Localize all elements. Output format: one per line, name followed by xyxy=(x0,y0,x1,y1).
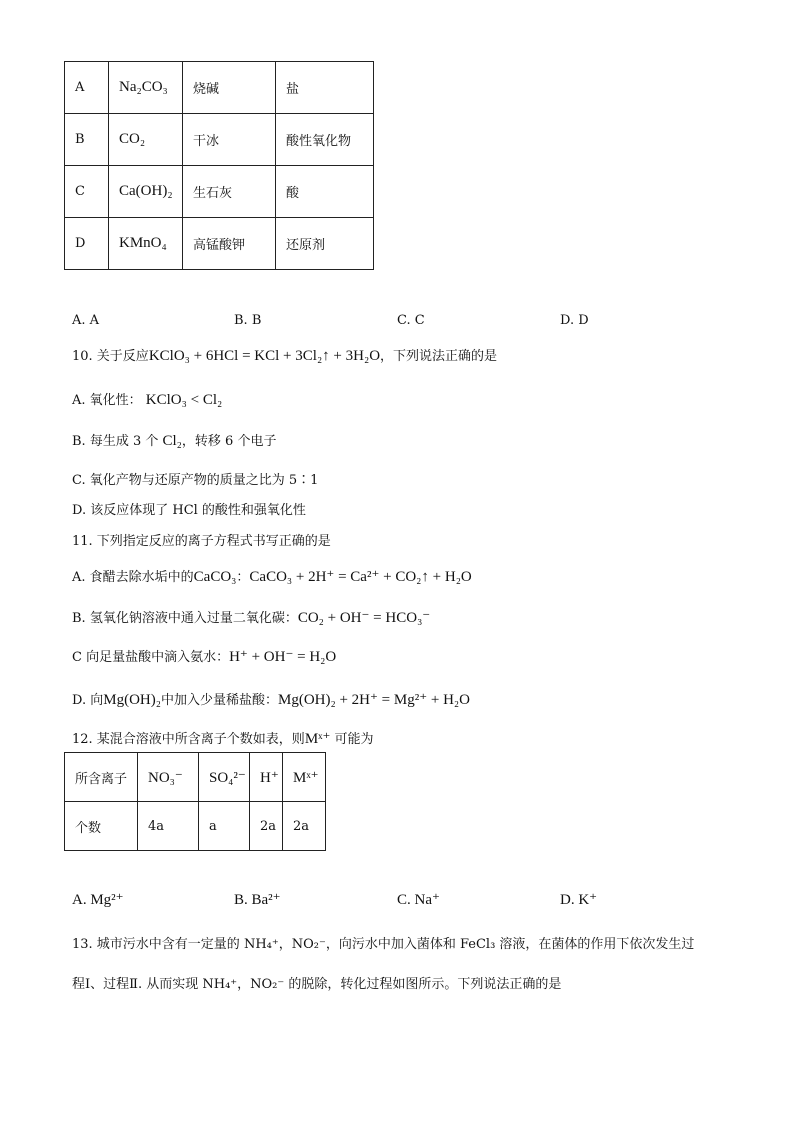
formula-cell: Na₂CO₃ xyxy=(109,62,183,114)
q12-stem-post: 可能为 xyxy=(334,732,374,747)
q13-line2: 程Ⅰ、过程Ⅱ. 从而实现 NH₄⁺，NO₂⁻ 的脱除，转化过程如图所示。下列说法正确的是 xyxy=(72,977,562,992)
row-letter: C xyxy=(65,166,109,218)
common-name-cell: 干冰 xyxy=(183,114,276,166)
q11-a-pre: A. 食醋去除水垢中的 xyxy=(72,570,194,585)
q10-stem xyxy=(72,345,497,365)
q12-option-a xyxy=(72,890,124,909)
q10-option-a xyxy=(72,389,222,409)
q10-b-pre: B. 每生成 3 个 xyxy=(72,434,159,449)
substance-table xyxy=(64,61,374,270)
q11-d-equation: Mg(OH)₂ + 2H⁺ = Mg²⁺ + H₂O xyxy=(277,692,470,708)
common-name-cell: 生石灰 xyxy=(183,166,276,218)
q10-equation: KClO₃ + 6HCl = KCl + 3Cl₂↑ + 3H₂O xyxy=(148,348,381,364)
header-cell: H⁺ xyxy=(250,753,283,802)
q11-c-equation: H⁺ + OH⁻ = H₂O xyxy=(229,649,337,665)
header-cell: 所含离子 xyxy=(65,753,138,802)
q11-d-mid: 中加入少量稀盐酸： xyxy=(160,693,278,708)
q9-option-a: A. A xyxy=(72,313,100,328)
q11-option-b xyxy=(72,607,430,627)
count-cell: a xyxy=(199,802,250,851)
ion-count-table xyxy=(64,752,326,851)
q11-a-equation: CaCO₃ + 2H⁺ = Ca²⁺ + CO₂↑ + H₂O xyxy=(249,569,472,585)
count-cell: 4a xyxy=(138,802,199,851)
q9-option-b: B. B xyxy=(234,313,262,328)
count-cell: 2a xyxy=(283,802,326,851)
q11-option-d xyxy=(72,689,470,709)
q10-a-text: A. 氧化性： xyxy=(72,393,142,408)
header-cell: NO₃⁻ xyxy=(138,753,199,802)
q12-stem-pre: 12. 某混合溶液中所含离子个数如表，则 xyxy=(72,732,305,747)
q11-option-a: A. 食醋去除水垢中的CaCO₃：CaCO₃ + 2H⁺ = Ca²⁺ + CO₂↑ + H₂O xyxy=(72,569,472,585)
common-name-cell: 烧碱 xyxy=(183,62,276,114)
count-cell: 个数 xyxy=(65,802,138,851)
q11-b-pre: B. 氢氧化钠溶液中通入过量二氧化碳： xyxy=(72,611,298,626)
q13-line1: 13. 城市污水中含有一定量的 NH₄⁺，NO₂⁻，向污水中加入菌体和 FeCl₃ 溶液，在菌体的作用下依次发生过 xyxy=(72,937,695,952)
q10-a-formula: KClO₃ < Cl₂ xyxy=(145,392,223,408)
table-row xyxy=(65,166,374,218)
q10-option-d: D. 该反应体现了 HCl 的酸性和强氧化性 xyxy=(72,503,306,518)
header-cell: Mˣ⁺ xyxy=(283,753,326,802)
count-cell: 2a xyxy=(250,802,283,851)
formula-cell: CO₂ xyxy=(109,114,183,166)
q12-option-b-text: B. Ba²⁺ xyxy=(234,892,281,908)
q12-option-d-text: D. K⁺ xyxy=(560,892,598,908)
q11-d-pre: D. 向 xyxy=(72,693,104,708)
q10-b-formula: Cl₂ xyxy=(162,433,182,449)
q11-d-substance: Mg(OH)₂ xyxy=(103,692,161,708)
table-row xyxy=(65,753,326,802)
q12-option-c xyxy=(397,890,440,909)
row-letter: A xyxy=(65,62,109,114)
q10-option-b xyxy=(72,430,276,450)
q12-option-a-text: A. Mg²⁺ xyxy=(72,892,124,908)
category-cell: 酸 xyxy=(276,166,374,218)
q12-stem-ion: Mˣ⁺ xyxy=(304,731,331,747)
common-name-cell: 高锰酸钾 xyxy=(183,218,276,270)
table-row xyxy=(65,218,374,270)
table-row xyxy=(65,62,374,114)
q11-stem: 11. 下列指定反应的离子方程式书写正确的是 xyxy=(72,534,331,549)
header-cell: SO₄²⁻ xyxy=(199,753,250,802)
q11-a-substance: CaCO₃ xyxy=(193,569,237,585)
formula-cell: Ca(OH)₂ xyxy=(109,166,183,218)
formula-cell: KMnO₄ xyxy=(109,218,183,270)
q10-stem-suffix: ，下列说法正确的是 xyxy=(380,349,498,364)
category-cell: 还原剂 xyxy=(276,218,374,270)
table-row xyxy=(65,802,326,851)
category-cell: 酸性氧化物 xyxy=(276,114,374,166)
q12-option-d xyxy=(560,890,597,909)
q9-option-c: C. C xyxy=(397,313,425,328)
row-letter: D xyxy=(65,218,109,270)
q11-option-c xyxy=(72,646,336,666)
q9-option-d: D. D xyxy=(560,313,589,328)
table-row xyxy=(65,114,374,166)
q11-c-pre: C 向足量盐酸中滴入氨水： xyxy=(72,650,230,665)
q10-b-post: ，转移 6 个电子 xyxy=(181,434,277,449)
q11-b-equation: CO₂ + OH⁻ = HCO₃⁻ xyxy=(297,610,431,626)
q12-option-b xyxy=(234,890,281,909)
q10-stem-prefix: 10. 关于反应 xyxy=(72,349,149,364)
q12-stem xyxy=(72,728,374,748)
row-letter: B xyxy=(65,114,109,166)
q12-option-c-text: C. Na⁺ xyxy=(397,892,440,908)
category-cell: 盐 xyxy=(276,62,374,114)
q10-option-c: C. 氧化产物与还原产物的质量之比为 5∶1 xyxy=(72,473,319,488)
